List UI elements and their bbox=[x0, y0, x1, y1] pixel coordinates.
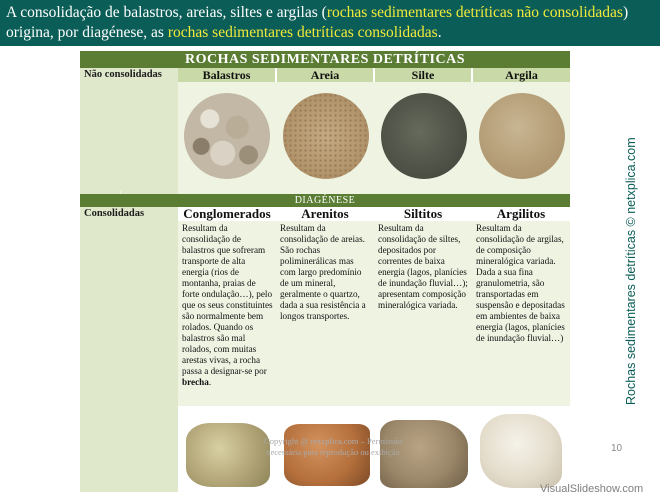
silt-sample-image bbox=[381, 93, 467, 179]
description-text: Resultam da consolidação de balastros que sofreram transporte de alta energia (rios de montanha, praias de forte ondulação…), pelo que os seus constituintes são normalmente bem rolados. Quando os balastros são mal rolados, com muitas arestas vivas, a rocha passa a designar-se por bbox=[182, 223, 273, 376]
clay-sample-image bbox=[479, 93, 565, 179]
claystone-rock-image bbox=[480, 414, 562, 488]
banner-text-2: ) origina, por diagénese, as bbox=[6, 4, 629, 41]
column-header-balastros: Balastros bbox=[178, 68, 275, 82]
label-column-bg bbox=[80, 68, 178, 492]
description-siltitos: Resultam da consolidação de siltes, depositados por correntes de baixa energia (lagos, planícies de inundação fluvial…); apresentam composição mineralógica variada. bbox=[378, 223, 468, 310]
side-title: Rochas sedimentares detríticas © netxplica.com bbox=[624, 137, 638, 405]
column-header-arenitos: Arenitos bbox=[276, 207, 374, 221]
banner-text-1: A consolidação de balastros, areias, siltes e argilas ( bbox=[6, 4, 327, 21]
watermark: VisualSlideshow.com bbox=[540, 483, 644, 495]
column-header-siltitos: Siltitos bbox=[374, 207, 472, 221]
column-header-argila: Argila bbox=[473, 68, 570, 82]
banner-highlight-2: rochas sedimentares detríticas consolidadas bbox=[167, 24, 438, 41]
page-number: 10 bbox=[611, 443, 623, 454]
column-header-conglomerados: Conglomerados bbox=[178, 207, 276, 221]
description-conglomerados bbox=[178, 221, 276, 388]
banner-highlight-1: rochas sedimentares detríticas não consolidadas bbox=[326, 4, 623, 21]
banner-text-3: . bbox=[437, 24, 442, 41]
diagenesis-bar: DIAGÉNESE bbox=[80, 194, 570, 207]
description-argilitos: Resultam da consolidação de argilas, de composição mineralógica variada. Dada a sua fina granulometria, são transportadas em suspensão e depositadas em ambientes de baixa energia (lagos, planícies de inundação fluvial…) bbox=[476, 223, 565, 343]
sand-sample-image bbox=[283, 93, 369, 179]
column-header-areia: Areia bbox=[277, 68, 373, 82]
column-header-silte: Silte bbox=[375, 68, 471, 82]
table-title: ROCHAS SEDIMENTARES DETRÍTICAS bbox=[80, 51, 570, 68]
column-header-argilitos: Argilitos bbox=[472, 207, 570, 221]
rocks-table bbox=[80, 51, 570, 492]
intro-banner bbox=[0, 0, 660, 46]
description-arenitos: Resultam da consolidação de areias. São rochas poliminerálicas mas com largo predomínio de um mineral, geralmente o quartzo, dada a sua resistência a longos transportes. bbox=[280, 223, 366, 321]
row-label-consolidated: Consolidadas bbox=[84, 208, 145, 219]
copyright-notice: Copyright @ netxplica.com – Permissão necessária para reprodução ou exibição bbox=[264, 436, 402, 457]
description-end: . bbox=[208, 377, 212, 387]
gravel-sample-image bbox=[184, 93, 270, 179]
row-label-unconsolidated: Não consolidadas bbox=[84, 69, 162, 80]
description-bold-term: brecha bbox=[182, 377, 209, 387]
